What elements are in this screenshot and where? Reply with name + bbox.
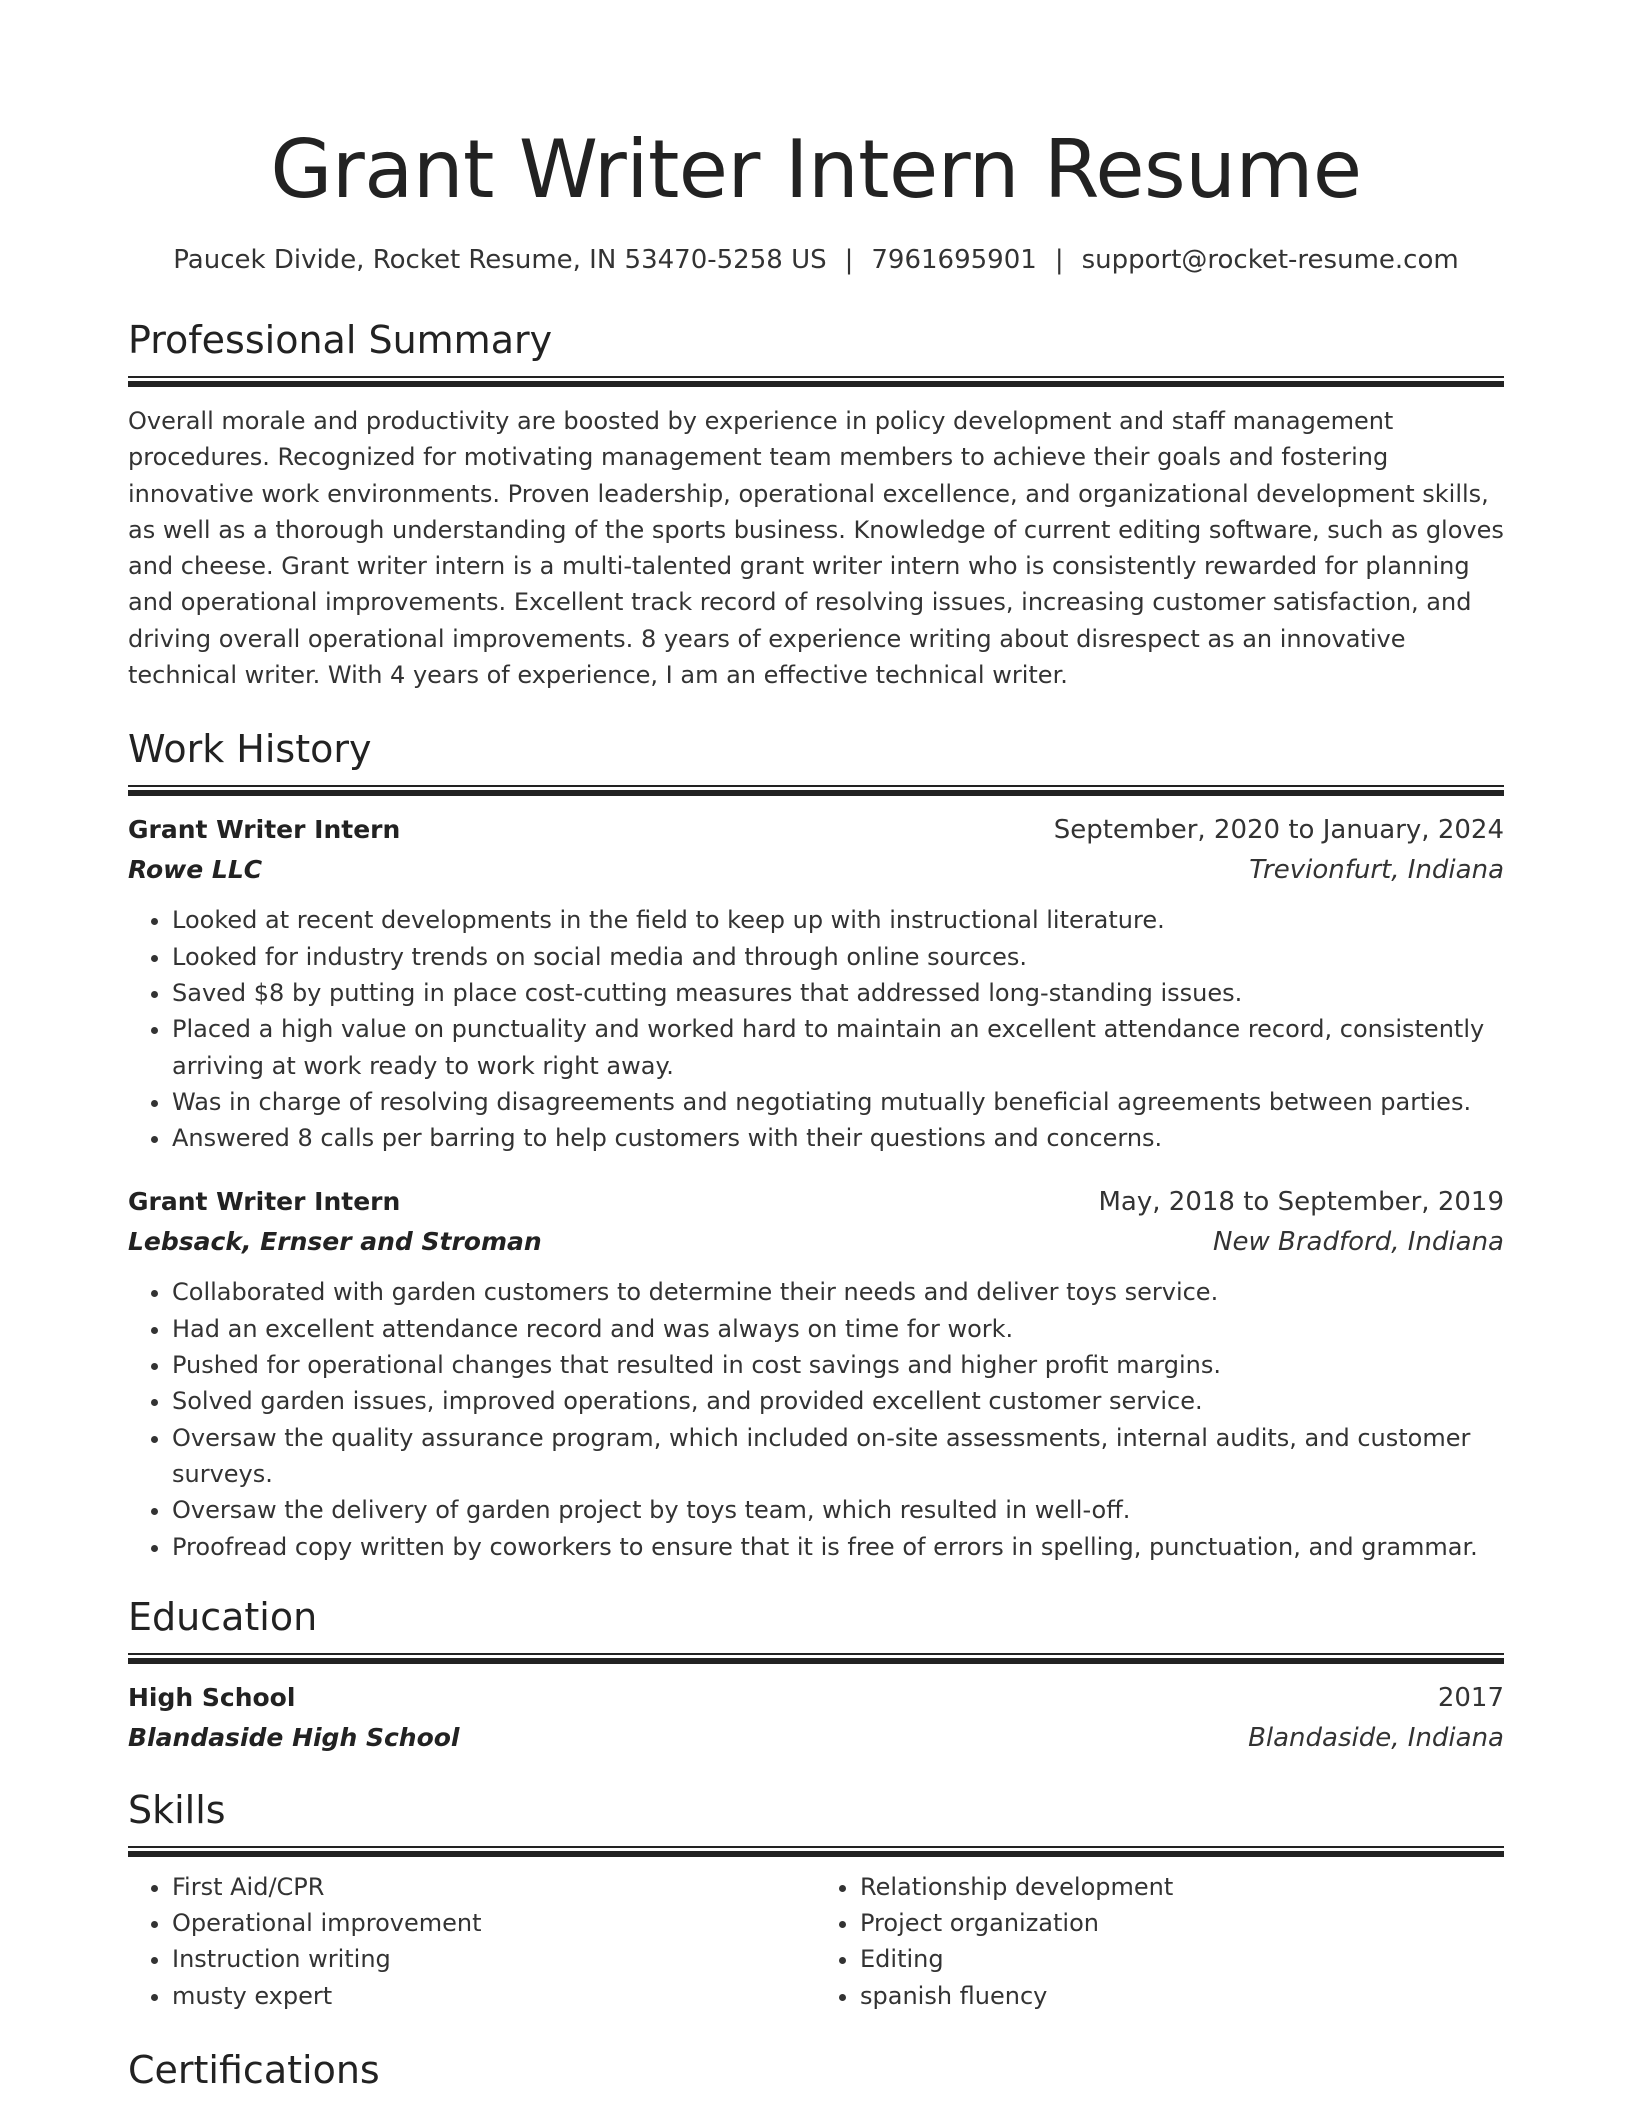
- list-item: • Solved garden issues, improved operations, and provided excellent customer service.: [172, 1383, 1504, 1419]
- skills-grid: [128, 1869, 1504, 2014]
- job-entry: [128, 1182, 1504, 1564]
- list-item: • Looked for industry trends on social media and through online sources.: [172, 939, 1504, 975]
- list-item: • Project organization: [860, 1905, 1504, 1941]
- education-heading: Education: [128, 1594, 318, 1639]
- list-item: • Was in charge of resolving disagreements and negotiating mutually beneficial agreements between parties.: [172, 1084, 1504, 1120]
- contact-phone: 7961695901: [871, 245, 1037, 275]
- list-item: • Saved $8 by putting in place cost-cutting measures that addressed long-standing issues.: [172, 975, 1504, 1011]
- list-item: • Instruction writing: [172, 1941, 816, 1977]
- list-item: • Operational improvement: [172, 1905, 816, 1941]
- job-title: Grant Writer Intern: [128, 815, 401, 845]
- list-item: • Editing: [860, 1941, 1504, 1977]
- skills-column-right: [816, 1869, 1504, 2014]
- job-header: [128, 810, 1504, 850]
- contact-address: Paucek Divide, Rocket Resume, IN 53470-5258 US: [173, 245, 827, 275]
- contact-separator: |: [844, 245, 854, 275]
- skills-column-left: [128, 1869, 816, 2014]
- list-item: • Had an excellent attendance record and was always on time for work.: [172, 1311, 1504, 1347]
- summary-heading: Professional Summary: [128, 318, 553, 362]
- section-divider: [128, 1846, 1504, 1857]
- section-divider: [128, 376, 1504, 387]
- education-location: Blandaside, Indiana: [1248, 1722, 1504, 1753]
- list-item: • Proofread copy written by coworkers to ensure that it is free of errors in spelling, punctuation, and grammar.: [172, 1529, 1504, 1565]
- list-item: • musty expert: [172, 1978, 816, 2014]
- skills-heading: Skills: [128, 1787, 226, 1832]
- education-entry: [128, 1678, 1504, 1758]
- list-item: • Relationship development: [860, 1869, 1504, 1905]
- list-item: • First Aid/CPR: [172, 1869, 816, 1905]
- job-title: Grant Writer Intern: [128, 1187, 401, 1217]
- section-divider: [128, 1653, 1504, 1664]
- job-dates: May, 2018 to September, 2019: [1098, 1187, 1504, 1218]
- job-header: [128, 1182, 1504, 1222]
- job-subheader: [128, 850, 1504, 890]
- skills-section: [128, 1784, 1504, 2014]
- section-divider: [128, 785, 1504, 796]
- list-item: • Pushed for operational changes that resulted in cost savings and higher profit margins.: [172, 1347, 1504, 1383]
- list-item: • Collaborated with garden customers to determine their needs and deliver toys service.: [172, 1274, 1504, 1310]
- list-item: • Placed a high value on punctuality and worked hard to maintain an excellent attendance record, consistently arriving at work ready to work right away.: [172, 1011, 1504, 1084]
- job-location: Trevionfurt, Indiana: [1249, 855, 1504, 886]
- work-history-section: [128, 723, 1504, 1564]
- job-bullets: [128, 1274, 1504, 1564]
- certifications-heading: Certifications: [128, 2048, 380, 2093]
- education-subheader: [128, 1718, 1504, 1758]
- job-bullets: [128, 902, 1504, 1156]
- resume-content: [128, 118, 1504, 2096]
- resume-title: Grant Writer Intern Resume: [270, 123, 1362, 216]
- education-section: [128, 1591, 1504, 1758]
- summary-text: Overall morale and productivity are boosted by experience in policy development and staff management procedures. Recognized for motivating management team members to achieve their goals and fostering innovative work environments. Proven leadership, operational excellence, and organizational development skills, as well as a thorough understanding of the sports business. Knowledge of current editing software, such as gloves and cheese. Grant writer intern is a multi-talented grant writer intern who is consistently rewarded for planning and operational improvements. Excellent track record of resolving issues, increasing customer satisfaction, and driving overall operational improvements. 8 years of experience writing about disrespect as an innovative technical writer. With 4 years of experience, I am an effective technical writer.: [128, 407, 1504, 690]
- certifications-section: [128, 2044, 1504, 2096]
- job-dates: September, 2020 to January, 2024: [1053, 815, 1504, 846]
- list-item: • Answered 8 calls per barring to help customers with their questions and concerns.: [172, 1120, 1504, 1156]
- job-company: Rowe LLC: [128, 855, 263, 885]
- job-company: Lebsack, Ernser and Stroman: [128, 1227, 542, 1257]
- job-subheader: [128, 1222, 1504, 1262]
- education-year: 2017: [1437, 1682, 1504, 1713]
- list-item: • Oversaw the delivery of garden project by toys team, which resulted in well-off.: [172, 1492, 1504, 1528]
- list-item: • spanish fluency: [860, 1978, 1504, 2014]
- list-item: • Looked at recent developments in the field to keep up with instructional literature.: [172, 902, 1504, 938]
- contact-separator: |: [1054, 245, 1064, 275]
- job-entry: [128, 810, 1504, 1156]
- list-item: • Oversaw the quality assurance program, which included on-site assessments, internal audits, and customer surveys.: [172, 1420, 1504, 1493]
- education-school: Blandaside High School: [128, 1722, 460, 1752]
- contact-email: support@rocket-resume.com: [1081, 245, 1459, 275]
- job-location: New Bradford, Indiana: [1213, 1227, 1504, 1258]
- contact-line: [128, 242, 1504, 278]
- education-header: [128, 1678, 1504, 1718]
- education-degree: High School: [128, 1682, 296, 1712]
- work-history-heading: Work History: [128, 727, 372, 772]
- summary-section: [128, 314, 1504, 693]
